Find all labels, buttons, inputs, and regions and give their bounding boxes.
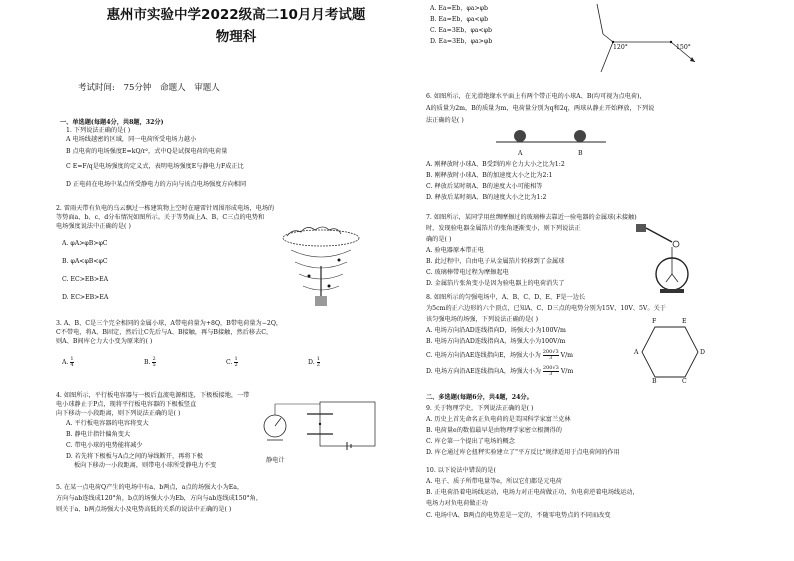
q10-stem: 10. 以下说法中错误的是( xyxy=(426,467,496,474)
q9-option-d: D. 库仑通过库仑扭秤实验建立了"平方反比"规律适用于点电荷间的作用 xyxy=(426,449,620,456)
q10-option-b2: 电场力对负电荷做正功 xyxy=(426,500,488,507)
q7-stem3: 确的是( ) xyxy=(426,236,452,243)
q3-option-a-label: A. xyxy=(62,359,69,366)
q9-option-b: B. 电荷量e的数值最早是由物理学家密立根测得的 xyxy=(426,427,562,434)
q10-option-c: C. 电场中A、B两点的电势差是一定的，不随零电势点的不同而改变 xyxy=(426,512,611,519)
q1-option-b: B 点电荷的电场强度E=kQ/r²，式中Q是试探电荷的电荷量 xyxy=(66,148,228,155)
q4-stem3: 向下移动一小段距离，则下列说法正确的是( ) xyxy=(56,410,181,417)
q4-meter-label: 静电计 xyxy=(266,457,285,464)
q7-stem2: 时，发现验电器金属箔片的张角逐渐变小，则下列说法正 xyxy=(426,225,581,232)
q5-stem2: 方向与ab连线成120°角，b点的场强大小为Eb，方向与ab连线成150°角， xyxy=(56,495,263,502)
q5-option-d: D. Ea=3Eb，φa>φb xyxy=(430,38,493,45)
q3-a-num: 1 xyxy=(70,356,74,362)
q4-option-d2: 板向下移动一小段距离，则带电小球所受静电力不变 xyxy=(74,462,217,469)
q8-option-b: B. 电场方向沿AD连线指向A，场强大小为100V/m xyxy=(426,338,566,345)
q6-option-a: A. 刚释放时小球A、B受到的库仑力大小之比为1:2 xyxy=(426,161,565,168)
q3-option-d xyxy=(308,357,320,368)
q7-option-a: A. 验电器原本带正电 xyxy=(426,247,484,254)
hex-vertex-b: B xyxy=(652,378,657,385)
q3-a-den: 4 xyxy=(70,362,74,368)
q8-option-c-fraction xyxy=(543,350,559,361)
q3-option-a xyxy=(62,357,74,368)
q3-stem1: 3. A、B、C是三个完全相同的金属小球，A带电荷量为+8Q，B带电荷量为−2Q， xyxy=(56,320,283,327)
q4-stem1: 4. 如图所示，平行板电容器与一极后直流电源相连，下极板接地，一带 xyxy=(56,392,250,399)
q2-stem3: 电场强度说法中正确的是( ) xyxy=(56,223,131,230)
q8-stem3: 该匀强电场的场强，下列说法正确的是( ) xyxy=(426,316,538,323)
q7-stem1: 7. 如图所示，某同学用丝绸摩擦过的玻璃棒去靠近一验电器的金属球(未接触) xyxy=(426,214,637,221)
q8-option-a: A. 电场方向沿AD连线指向D，场强大小为100V/m xyxy=(426,327,566,334)
q3-option-c xyxy=(226,357,238,368)
hex-vertex-e: E xyxy=(682,318,687,325)
two-balls-figure xyxy=(496,126,606,148)
q6-label-a: A xyxy=(518,150,523,157)
q8-d-den: 3 xyxy=(549,371,553,377)
section1-heading: 一、单选题(每题4分，共8题，32分) xyxy=(60,119,164,126)
q1-option-d: D 正电荷在电场中某点所受静电力的方向与该点电场强度方向相同 xyxy=(66,181,247,188)
q1-option-c: C E=F/q是电场强度的定义式，表明电场强度E与静电力F成正比 xyxy=(66,163,244,170)
q2-option-d: D. EC>EB>EA xyxy=(62,294,109,301)
hex-vertex-a: A xyxy=(634,349,639,356)
q8-c-unit: V/m xyxy=(560,352,574,359)
q5-stem3: 则关于a、b两点场强大小及电势高低的关系的说法中正确的是( ) xyxy=(56,506,232,513)
q3-stem2: C不带电，将A、B固定，然后让C先后与A、B接触，再与B接触，然后移去C， xyxy=(56,329,273,336)
q1-option-a: A 电场线越密的区域，同一电荷所受电场力越小 xyxy=(66,136,197,143)
lightning-rod-figure xyxy=(261,226,381,306)
q7-option-c: C. 玻璃棒带电过程为摩擦起电 xyxy=(426,269,509,276)
q6-option-c: C. 释放后某时刻A、B的速度大小可能相等 xyxy=(426,183,543,190)
q8-option-d-text: D. 电场方向沿AE连线指向A，场强大小为 xyxy=(426,368,541,375)
q3-c-den: 2 xyxy=(234,362,238,368)
q2-stem2: 等势面a、b、c、d分布情况如图所示。关于等势面上A、B、C三点的电势和 xyxy=(56,214,265,221)
hex-vertex-f: F xyxy=(652,318,657,325)
hex-vertex-d: D xyxy=(700,349,705,356)
q4-option-a: A. 平行板电容器的电容将变大 xyxy=(66,420,149,427)
hexagon-figure xyxy=(640,322,702,384)
q10-option-b: B. 正电荷沿着电场线运动，电场力对正电荷做正功，负电荷逆着电场线运动， xyxy=(426,489,639,496)
q8-c-den: 3 xyxy=(549,355,553,361)
title-line1: 惠州市实验中学2022级高二10月月考试题 xyxy=(106,7,366,23)
q2-option-c: C. EC>EB>EA xyxy=(62,276,109,283)
title-line2: 物理科 xyxy=(215,29,257,45)
q3-b-num: 2 xyxy=(152,356,156,362)
q8-d-num: 200√3 xyxy=(542,365,559,371)
q6-option-b: B. 刚释放时小球A、B的加速度大小之比为2:1 xyxy=(426,172,553,179)
q3-d-num: 1 xyxy=(316,356,320,362)
exam-title xyxy=(86,4,386,48)
q5-option-c: C. Ea=3Eb，φa<φb xyxy=(430,27,492,34)
q5-option-a: A. Ea=Eb，φa>φb xyxy=(430,5,488,12)
q3-option-b xyxy=(144,357,156,368)
q8-option-c xyxy=(426,350,573,361)
q3-d-den: 2 xyxy=(316,362,320,368)
q1-stem: 1. 下列说法正确的是( ) xyxy=(66,127,131,134)
q3-c-num: 1 xyxy=(234,356,238,362)
q5-angle-120: 120° xyxy=(613,44,628,51)
q2-option-a: A. φA>φB>φC xyxy=(62,240,108,247)
q6-option-d: D. 释放后某时刻A、B的速度大小之比为1:2 xyxy=(426,194,547,201)
q9-stem: 9. 关于物理学史，下列说法正确的是( ) xyxy=(426,405,534,412)
q3-option-d-label: D. xyxy=(308,359,315,366)
field-vector-figure xyxy=(583,2,703,77)
q4-option-d1: D. 若先将下极板与A点之间的导线断开，再将下极 xyxy=(66,453,203,460)
electroscope-figure xyxy=(636,222,706,294)
left-column xyxy=(56,0,391,561)
q5-angle-150: 150° xyxy=(676,44,691,51)
q8-stem1: 8. 如图所示的匀强电场中，A、B、C、D、E、F是一边长 xyxy=(426,294,586,301)
section2-heading: 二、多选题(每题6分，共4题，24分。 xyxy=(426,394,533,401)
q2-stem1: 2. 雷雨天带有负电的乌云飘过一栋建筑物上空时在避雷针周围形成电场，电场的 xyxy=(56,205,275,212)
q7-option-d: D. 金属箔片张角变小是因为验电器上的电荷消失了 xyxy=(426,280,565,287)
q6-label-b: B xyxy=(578,150,583,157)
right-column xyxy=(408,0,760,561)
q4-option-b: B. 静电计指针偏角变大 xyxy=(66,431,131,438)
q3-option-b-fraction xyxy=(152,357,155,368)
q6-stem2: A的质量为2m，B的质量为m，电荷量分别为q和2q，两球从静止开始释放，下列说 xyxy=(426,105,655,112)
q5-stem1: 5. 在某一点电荷Q产生的电场中有a、b两点，a点的场强大小为Ea， xyxy=(56,484,244,491)
q3-stem3: 则A、B间库仑力大小变为原来的( ) xyxy=(56,338,153,345)
q3-option-d-fraction xyxy=(317,357,320,368)
q8-option-d xyxy=(426,366,573,377)
capacitor-circuit-figure xyxy=(261,400,381,460)
q10-option-a: A. 电子、质子所带电量等e，所以它们都是元电荷 xyxy=(426,478,562,485)
q2-option-b: B. φA<φB<φC xyxy=(62,258,108,265)
q4-option-c: C. 带电小球的电势能将减少 xyxy=(66,442,143,449)
q5-option-b: B. Ea=Eb，φa<φb xyxy=(430,16,489,23)
q8-option-c-text: C. 电场方向沿AE连线指向E，场强大小为 xyxy=(426,352,541,359)
q3-option-b-label: B. xyxy=(144,359,151,366)
q3-option-c-fraction xyxy=(234,357,237,368)
exam-meta: 考试时间: 75分钟 命题人 审题人 xyxy=(78,83,220,93)
q4-stem2: 电小球静止于P点，现将平行板电容器的下极板竖直 xyxy=(56,401,197,408)
q8-d-unit: V/m xyxy=(560,368,574,375)
q6-stem3: 法正确的是( ) xyxy=(426,117,464,124)
q9-option-c: C. 库仑第一个提出了电场的概念 xyxy=(426,438,515,445)
q3-b-den: 5 xyxy=(152,362,156,368)
q8-stem2: 为5cm的正六边形的六个顶点，已知A、C、D三点的电势分别为15V、10V、5V。关于 xyxy=(426,305,666,312)
q8-option-d-fraction xyxy=(543,366,559,377)
q8-c-num: 200√3 xyxy=(542,349,559,355)
q6-stem1: 6. 如图所示，在光滑绝缘水平面上有两个带正电的小球A、B(均可视为点电荷)， xyxy=(426,93,646,100)
hex-vertex-c: C xyxy=(682,378,687,385)
q3-option-c-label: C. xyxy=(226,359,233,366)
q9-option-a: A. 历史上首先命名正负电荷的是美国科学家富兰克林 xyxy=(426,416,571,423)
q3-option-a-fraction xyxy=(70,357,73,368)
q7-option-b: B. 此过程中，自由电子从金属箔片转移到了金属球 xyxy=(426,258,565,265)
